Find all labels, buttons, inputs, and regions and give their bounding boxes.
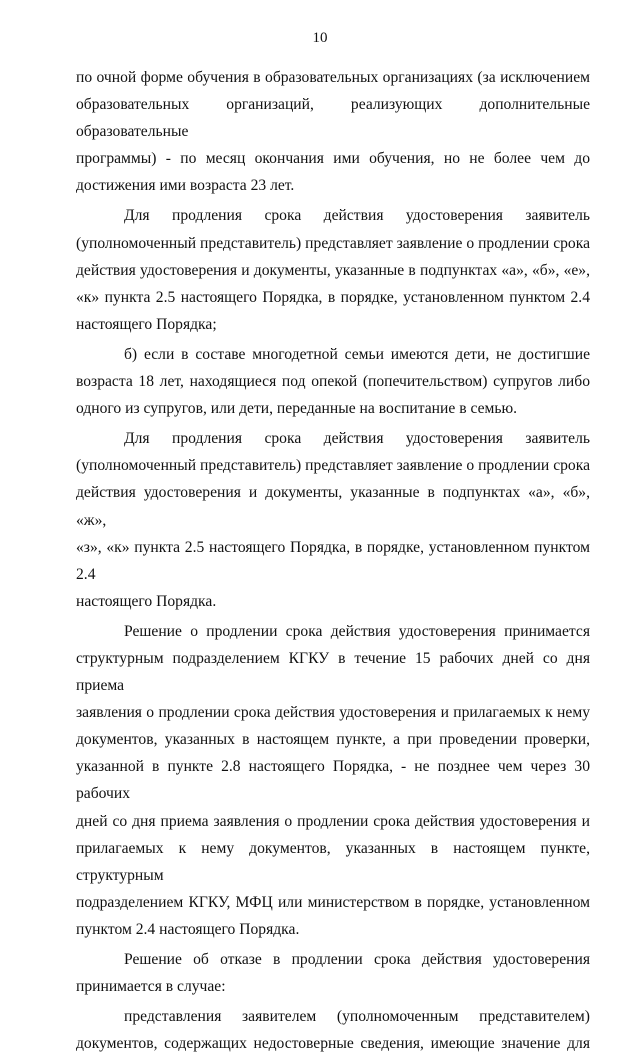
paragraph [76,341,590,422]
text-line: (уполномоченный представитель) представляет заявление о продлении срока [76,234,590,252]
text-line: структурным подразделением КГКУ в течение 15 рабочих дней со дня приема [76,649,590,695]
text-line: б) если в составе многодетной семьи имеются дети, не достигшие [124,345,590,363]
text-line: действия удостоверения и документы, указанные в подпунктах «а», «б», «ж», [76,484,590,529]
text-line: документов, содержащих недостоверные сведения, имеющие значение для [76,1035,590,1053]
text-line: возраста 18 лет, находящиеся под опекой (попечительством) супругов либо [76,373,590,391]
text-line: «к» пункта 2.5 настоящего Порядка, в порядке, установленном пунктом 2.4 [76,288,590,306]
text-line: настоящего Порядка. [76,592,217,610]
text-line: Для продления срока действия удостоверения заявитель [124,207,590,225]
text-line: образовательных организаций, реализующих дополнительные образовательные [76,96,590,141]
text-line: заявления о продлении срока действия удостоверения и прилагаемых к нему [76,704,590,722]
text-line: настоящего Порядка; [76,315,217,333]
text-line: подразделением КГКУ, МФЦ или министерством в порядке, установленном [76,893,590,911]
text-line: прилагаемых к нему документов, указанных в настоящем пункте, структурным [76,839,590,884]
text-line: одного из супругов, или дети, переданные на воспитание в семью. [76,400,518,418]
page-number: 10 [312,30,328,46]
paragraph [76,946,590,1000]
text-line: (уполномоченный представитель) представляет заявление о продлении срока [76,457,590,475]
text-line: дней со дня приема заявления о продлении срока действия удостоверения и [76,812,590,830]
text-line: достижения ими возраста 23 лет. [76,177,295,195]
text-line: Решение о продлении срока действия удостоверения принимается [124,622,590,640]
text-line: Для продления срока действия удостоверения заявитель [124,430,590,448]
text-line: действия удостоверения и документы, указанные в подпунктах «а», «б», «е», [76,261,590,279]
paragraph [76,202,590,337]
text-line: представления заявителем (уполномоченным представителем) [124,1008,590,1026]
text-line: документов, указанных в настоящем пункте, а при проведении проверки, [76,731,590,749]
text-line: пунктом 2.4 настоящего Порядка. [76,920,300,938]
paragraph [76,64,590,199]
text-line: по очной форме обучения в образовательных организациях (за исключением [76,69,590,86]
text-line: программы) - по месяц окончания ими обучения, но не более чем до [76,150,590,168]
paragraph [76,1003,590,1057]
text-line: «з», «к» пункта 2.5 настоящего Порядка, в порядке, установленном пунктом 2.4 [76,538,590,583]
text-line: указанной в пункте 2.8 настоящего Порядка, - не позднее чем через 30 рабочих [76,758,590,803]
document-body [76,64,590,1057]
paragraph [76,425,590,615]
paragraph [76,618,590,943]
text-line: принимается в случае: [76,978,226,996]
text-line: Решение об отказе в продлении срока действия удостоверения [124,951,590,968]
